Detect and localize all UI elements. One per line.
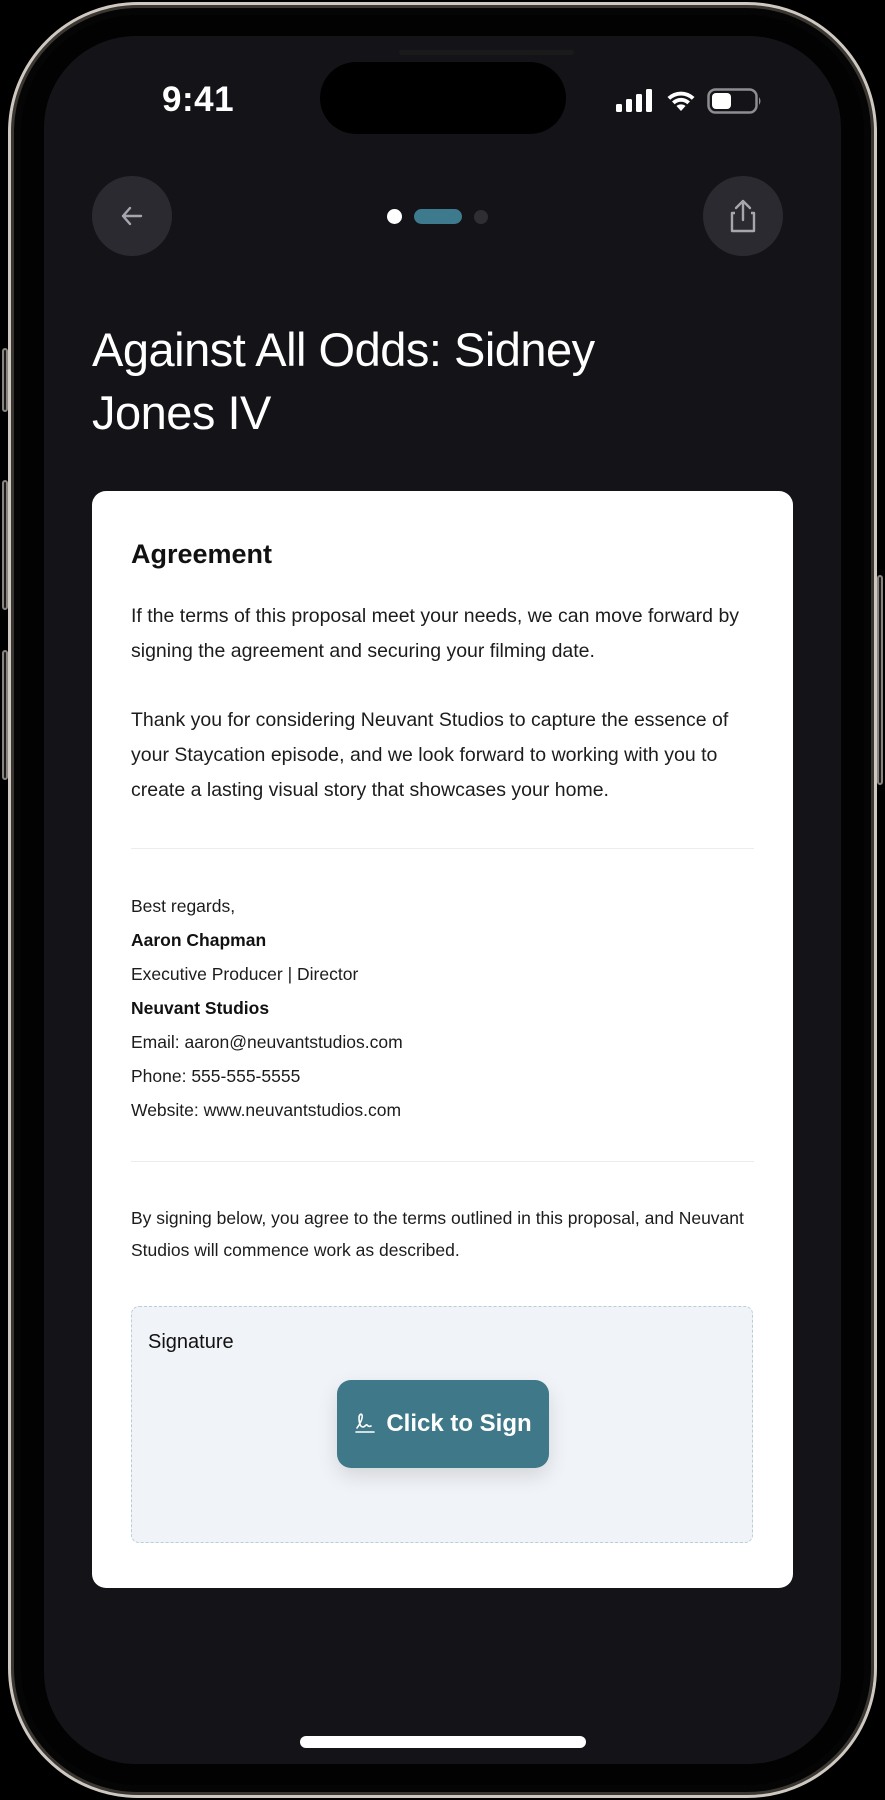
signature-area[interactable]: [131, 1306, 753, 1543]
signoff-name: Aaron Chapman: [131, 930, 267, 950]
page-dot-1[interactable]: [387, 209, 402, 224]
action-button: [2, 348, 8, 412]
status-icons: [615, 88, 763, 114]
power-button: [877, 575, 883, 785]
signoff-block: [131, 889, 754, 1127]
volume-down-button: [2, 650, 8, 780]
signoff-email: Email: aaron@neuvantstudios.com: [131, 1032, 403, 1052]
divider: [131, 848, 754, 849]
signoff-role: Executive Producer | Director: [131, 964, 359, 984]
agreement-paragraph-2: Thank you for considering Neuvant Studios to capture the essence of your Staycation episode, and we look forward to working with you to create a lasting visual story that showcases your home.: [131, 709, 729, 801]
page-indicator: [387, 209, 488, 224]
signoff-website: Website: www.neuvantstudios.com: [131, 1100, 402, 1120]
status-bar: [44, 36, 841, 156]
agreement-card: [92, 491, 793, 1588]
signoff-closing: Best regards,: [131, 896, 236, 916]
signature-label: Signature: [148, 1331, 234, 1353]
share-button[interactable]: [703, 176, 783, 256]
status-time: 9:41: [162, 80, 235, 119]
dynamic-island: [320, 62, 566, 134]
consent-text: By signing below, you agree to the terms outlined in this proposal, and Neuvant Studios will commence work as described.: [131, 1208, 744, 1260]
page-dot-2-active[interactable]: [414, 209, 462, 224]
agreement-paragraph-1: If the terms of this proposal meet your needs, we can move forward by signing the agreement and securing your filming date.: [131, 605, 740, 662]
share-icon: [727, 198, 759, 234]
top-nav: [44, 176, 841, 256]
page-title: Against All Odds: Sidney Jones IV: [92, 323, 595, 439]
click-to-sign-label: Click to Sign: [386, 1410, 532, 1437]
battery-icon: [707, 88, 763, 114]
volume-up-button: [2, 480, 8, 610]
divider: [131, 1161, 754, 1162]
cellular-signal-icon: [615, 89, 655, 113]
click-to-sign-button[interactable]: [337, 1380, 549, 1468]
signoff-company: Neuvant Studios: [131, 998, 270, 1018]
page-dot-3[interactable]: [474, 210, 488, 224]
wifi-icon: [665, 89, 697, 113]
back-button[interactable]: [92, 176, 172, 256]
arrow-left-icon: [117, 201, 147, 231]
signature-icon: [354, 1412, 376, 1436]
home-indicator[interactable]: [300, 1736, 586, 1748]
signoff-phone: Phone: 555-555-5555: [131, 1066, 301, 1086]
app-screen: [44, 36, 841, 1764]
agreement-heading: Agreement: [131, 539, 273, 569]
